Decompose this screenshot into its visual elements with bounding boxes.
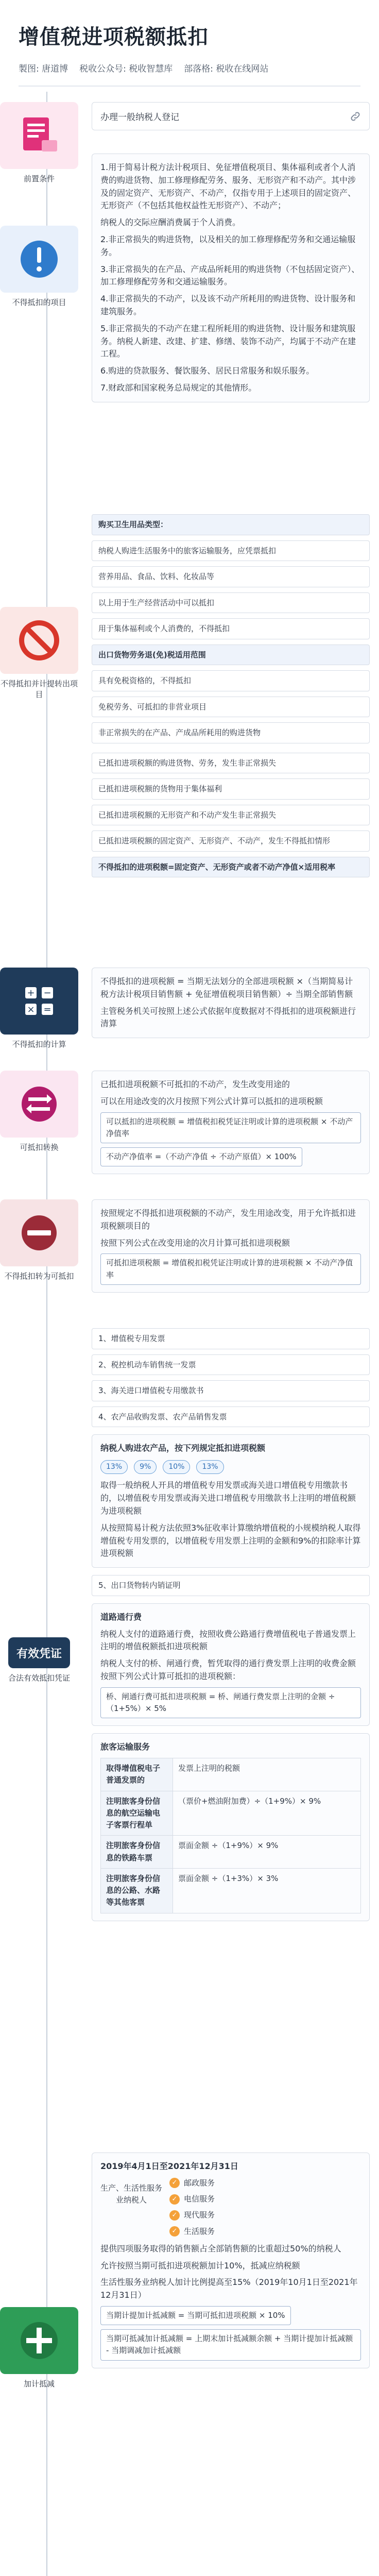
svg-text:−: −	[43, 988, 51, 998]
section-convertible	[92, 1071, 370, 1174]
voucher-list	[92, 1328, 370, 1427]
section-prerequisite	[92, 102, 370, 130]
page-title: 增值税进项税额抵扣	[19, 25, 209, 49]
rule-item: 3.非正常损失的在产品、产成品所耗用的购进货物（不包括固定资产）、加工修理修配劳务和交通运输服务。	[100, 264, 360, 287]
rule-item: 纳税人的交际应酬消费属于个人消费。	[100, 217, 241, 228]
rate-pill: 10%	[163, 1460, 190, 1475]
table-row	[101, 1758, 361, 1791]
rule-item: 4.非正常损失的不动产，以及该不动产所耗用的购进货物、设计服务和建筑服务。	[100, 294, 356, 316]
formula-box: 当期计提加计抵减额 = 当期可抵扣进项税额 × 10%	[100, 2306, 291, 2325]
category-label: 不得抵扣并计提转出项目	[0, 679, 78, 699]
section-super-deduction	[92, 2153, 370, 2368]
formula-card	[92, 968, 370, 1038]
rule-item: 7.财政部和国家税务总局规定的其他情形。	[100, 382, 257, 393]
formula-box: 桥、闸通行费可抵扣进项税额 = 桥、闸通行费发票上注明的金额 ÷（1+5%）× 5%	[100, 1687, 361, 1719]
badge-text: 有效凭证	[16, 1647, 62, 1660]
rate-pill: 9%	[134, 1460, 157, 1475]
convert-line: 可以在用途改变的次月按照下列公式计算可以抵扣的进项税额	[100, 1096, 323, 1106]
list-item: 已抵扣进项税额的无形资产和不动产发生非正常损失	[92, 805, 370, 826]
svg-text:×: ×	[27, 1004, 35, 1015]
meta-account: 税收公众号: 税收智慧库	[79, 64, 173, 74]
subject-label: 生产、生活性服务业纳税人	[100, 2183, 163, 2205]
svg-text:+: +	[27, 988, 35, 998]
category-label: 加计抵减	[23, 2379, 55, 2388]
service-tree	[100, 2177, 361, 2238]
category-label: 不得抵扣的项目	[12, 298, 66, 307]
travel-table	[100, 1758, 361, 1913]
ratio-text: 允许按照当期可抵扣进项税额加计10%，抵减应纳税额	[100, 2260, 300, 2270]
no-entry-icon	[0, 1199, 78, 1266]
check-icon: ✓	[169, 2226, 180, 2236]
document-icon	[0, 102, 78, 169]
convert-line: 已抵扣进项税额不可抵扣的不动产，发生改变用途的	[100, 1079, 290, 1089]
table-cell: （票价+燃油附加费）÷（1+9%）× 9%	[173, 1791, 361, 1836]
table-cell: 票面金额 ÷（1+3%）× 3%	[173, 1868, 361, 1913]
formula-box: 不动产净值率 =（不动产净值 ÷ 不动产原值）× 100%	[100, 1147, 302, 1166]
formula-box: 可抵扣进项税额 = 增值税扣税凭证注明或计算的进项税额 × 不动产净值率	[100, 1253, 361, 1285]
farm-title: 纳税人购进农产品，按下列规定抵扣进项税额	[100, 1443, 266, 1453]
road-card	[92, 1603, 370, 1726]
list-item: 纳税人购进生活服务中的旅客运输服务，应凭票抵扣	[92, 540, 370, 562]
list-item: 购买卫生用品类型：	[92, 514, 370, 535]
meta-blog: 部落格: 税收在线网站	[184, 64, 269, 74]
category-sublabel: 合法有效抵扣凭证	[8, 1673, 70, 1683]
plus-icon	[0, 2307, 78, 2374]
table-cell: 注明旅客身份信息的公路、水路等其他客票	[101, 1868, 173, 1913]
rule-item: 6.购进的贷款服务、餐饮服务、居民日常服务和娱乐服务。	[100, 366, 315, 376]
branch-list	[169, 2177, 361, 2238]
ratio-text: 生活性服务业纳税人加计比例提高至15%（2019年10月1日至2021年12月31日）	[100, 2277, 358, 2300]
table-row	[101, 1791, 361, 1836]
category-valid-vouchers	[0, 1637, 78, 1683]
exchange-icon	[0, 1071, 78, 1138]
exclamation-icon	[0, 226, 78, 293]
road-text: 纳税人支付的桥、闸通行费，暂凭取得的通行费发票上注明的收费金额按照下列公式计算可抵扣的进项税额：	[100, 1658, 356, 1681]
list-item: 非正常损失的在产品、产成品所耗用的购进货物	[92, 722, 370, 743]
branch-item	[169, 2209, 361, 2221]
branch-label: 现代服务	[184, 2210, 215, 2220]
rules-card	[92, 154, 370, 402]
list-item: 以上用于生产经营活动中可以抵扣	[92, 592, 370, 614]
formula-box: 可以抵扣的进项税额 = 增值税扣税凭证注明或计算的进项税额 × 不动产净值率	[100, 1112, 361, 1144]
section-items	[92, 514, 370, 877]
voucher-item: 2、税控机动车销售统一发票	[92, 1354, 370, 1376]
category-prerequisite	[0, 102, 78, 184]
rule-item: 5.非正常损失的不动产在建工程所耗用的购进货物、设计服务和建筑服务。纳税人新建、改建、扩建、修缮、装饰不动产，均属于不动产在建工程。	[100, 323, 356, 359]
travel-card	[92, 1733, 370, 1921]
subtitle-text: 办理一般纳税人登记	[100, 112, 179, 123]
road-title: 道路通行费	[100, 1612, 142, 1622]
items-list	[92, 514, 370, 743]
rate-pill: 13%	[196, 1460, 223, 1475]
travel-title: 旅客运输服务	[100, 1742, 150, 1752]
formula-note: 主管税务机关可按照上述公式依据年度数据对不得抵扣的进项税额进行清算	[100, 1006, 356, 1029]
super-card	[92, 2153, 370, 2368]
table-cell: 注明旅客身份信息的铁路车票	[101, 1836, 173, 1869]
list-item: 已抵扣进项税额的固定资产、无形资产、不动产，发生不得抵扣情形	[92, 831, 370, 852]
section-valid-vouchers	[92, 1328, 370, 1921]
transfer-list	[92, 753, 370, 878]
voucher-item: 1、增值税专用发票	[92, 1328, 370, 1349]
branch-label: 生活服务	[184, 2226, 215, 2236]
farm-text: 取得一般纳税人开具的增值税专用发票或海关进口增值税专用缴款书的，以增值税专用发票或海关进口增值税专用缴款书上注明的增值税额为进项税额	[100, 1480, 356, 1516]
voucher-item: 3、海关进口增值税专用缴款书	[92, 1380, 370, 1401]
subtitle-row[interactable]	[92, 102, 370, 130]
switch-card	[92, 1199, 370, 1293]
category-label: 前置条件	[23, 174, 55, 183]
table-row	[101, 1868, 361, 1913]
list-item: 用于集体福利或个人消费的，不得抵扣	[92, 618, 370, 639]
calculator-icon	[0, 968, 78, 1035]
farm-text: 从按照简易计税方法依照3%征收率计算缴纳增值税的小规模纳税人取得增值税专用发票的，以增值税专用发票上注明的金额和9%的扣除率计算进项税额	[100, 1522, 361, 1558]
convert-card	[92, 1071, 370, 1174]
rule-item: 1.用于简易计税方法计税项目、免征增值税项目、集体福利或者个人消费的购进货物、加工修理修配劳务、服务、无形资产和不动产。其中涉及的固定资产、无形资产、不动产，仅指专用于上述项目的固定资产、无形资产（不包括其他权益性无形资产）、不动产；	[100, 162, 356, 211]
condition-text: 提供四项服务取得的销售额占全部销售额的比重超过50%的纳税人	[100, 2243, 341, 2253]
branch-item	[169, 2193, 361, 2205]
category-super-deduction	[0, 2307, 78, 2389]
branch-label: 电信服务	[184, 2194, 215, 2204]
branch-item	[169, 2226, 361, 2238]
road-text: 纳税人支付的道路通行费，按照收费公路通行费增值税电子普通发票上注明的增值税额抵扣进项税额	[100, 1629, 356, 1652]
rate-pill: 13%	[100, 1460, 128, 1475]
forbidden-icon	[0, 607, 78, 674]
category-label: 不得抵扣的计算	[12, 1040, 66, 1049]
rule-item: 2.非正常损失的购进货物，以及相关的加工修理修配劳务和交通运输服务。	[100, 234, 356, 257]
period-text: 2019年4月1日至2021年12月31日	[100, 2161, 238, 2171]
list-item: 营养用品、食品、饮料、化妆品等	[92, 566, 370, 587]
meta-author: 製图: 唐道博	[19, 64, 68, 74]
voucher-item: 5、出口货物转内销证明	[92, 1575, 370, 1596]
list-item: 具有免税资格的，不得抵扣	[92, 670, 370, 691]
svg-text:=: =	[43, 1004, 51, 1015]
valid-badge	[8, 1637, 70, 1668]
branch-item	[169, 2177, 361, 2189]
formula-text: 不得抵扣的进项税额 = 当期无法划分的全部进项税额 ×（当期简易计税方法计税项目销售额 + 免征增值税项目销售额）÷ 当期全部销售额	[100, 976, 353, 999]
farm-card	[92, 1434, 370, 1568]
branch-label: 邮政服务	[184, 2178, 215, 2188]
switch-line: 按照下列公式在改变用途的次月计算可抵扣进项税额	[100, 1238, 290, 1248]
formula-box: 当期可抵减加计抵减额 = 上期末加计抵减额余额 + 当期计提加计抵减额 - 当期调减加计抵减额	[100, 2329, 361, 2361]
category-calculation	[0, 968, 78, 1049]
category-non-deductible	[0, 226, 78, 308]
header	[0, 0, 379, 92]
list-item: 已抵扣进项税额的购进货物、劳务，发生非正常损失	[92, 753, 370, 774]
list-item: 已抵扣进项税额的货物用于集体福利	[92, 778, 370, 800]
table-cell: 注明旅客身份信息的航空运输电子客票行程单	[101, 1791, 173, 1836]
table-row	[101, 1836, 361, 1869]
list-item: 不得抵扣的进项税额=固定资产、无形资产或者不动产净值×适用税率	[92, 857, 370, 878]
check-icon: ✓	[169, 2178, 180, 2188]
connector-line	[46, 92, 47, 2576]
list-item: 免税劳务、可抵扣的非营业项目	[92, 697, 370, 718]
category-convertible	[0, 1071, 78, 1153]
category-transfer-out	[0, 607, 78, 700]
check-icon: ✓	[169, 2194, 180, 2205]
check-icon: ✓	[169, 2210, 180, 2221]
table-cell: 发票上注明的税额	[173, 1758, 361, 1791]
category-label: 不得抵扣转为可抵扣	[4, 1272, 74, 1281]
table-cell: 票面金额 ÷（1+9%）× 9%	[173, 1836, 361, 1869]
table-cell: 取得增值税电子普通发票的	[101, 1758, 173, 1791]
section-non-deductible	[92, 154, 370, 402]
list-item: 出口货物劳务退(免)税适用范围	[92, 645, 370, 666]
section-calculation	[92, 968, 370, 1038]
header-divider	[19, 86, 360, 87]
category-label: 可抵扣转换	[20, 1143, 59, 1152]
rate-pills	[100, 1460, 361, 1475]
section-switch-deductible	[92, 1199, 370, 1293]
link-icon[interactable]	[350, 111, 361, 122]
meta-bar	[19, 61, 360, 74]
switch-line: 按照规定不得抵扣进项税额的不动产，发生用途改变，用于允许抵扣进项税额项目的	[100, 1208, 356, 1231]
category-switch-deductible	[0, 1199, 78, 1281]
voucher-item: 4、农产品收购发票、农产品销售发票	[92, 1406, 370, 1428]
